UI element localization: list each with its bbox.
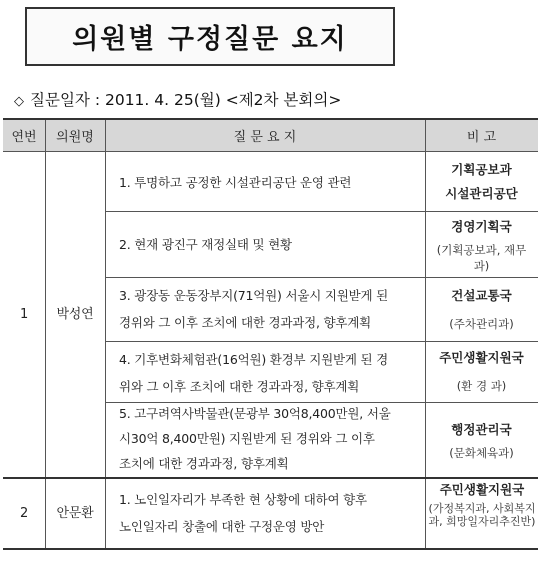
header-remarks: 비 고 (466, 130, 497, 145)
question-table (3, 118, 538, 550)
table-row-remarks: 기획공보과 시설관리공단 (445, 162, 518, 201)
table-row-summary: 2. 현재 광진구 재정실태 및 현황 (119, 237, 292, 252)
table-row-summary: 1. 투명하고 공정한 시설관리공단 운영 관련 (119, 175, 352, 190)
divider (105, 341, 538, 342)
header-member: 의원명 (56, 130, 94, 145)
table-row-remarks: 경영기획국 (기획공보과, 재무과) (436, 219, 527, 273)
meeting-date-line (14, 88, 341, 110)
group-1-member: 박성연 (56, 306, 94, 322)
group-1-no: 1 (19, 306, 29, 322)
table-row-remarks: 주민생활지원국 (가정복지과, 사회복지과, 희망일자리추진반) (428, 482, 536, 528)
divider (105, 211, 538, 212)
header-summary: 질 문 요 지 (233, 130, 297, 145)
meeting-date-text: 질문일자 : 2011. 4. 25(월) <제2차 본회의> (30, 91, 342, 109)
table-row-summary: 1. 노인일자리가 부족한 현 상황에 대하여 향후 노인일자리 창출에 대한 구정운영 방안 (119, 492, 367, 534)
table-row-summary: 5. 고구려역사박물관(문광부 30억8,400만원, 서울 시30억 8,400만원) 지원받게 된 경위와 그 이후 조치에 대한 경과과정, 향후계획 (119, 406, 391, 471)
table-row-remarks: 건설교통국 (주차관리과) (449, 288, 514, 331)
page-title: 의원별 구정질문 요지 (25, 7, 395, 66)
table-row-remarks: 주민생활지원국 (환 경 과) (439, 350, 524, 393)
table-row-summary: 3. 광장동 운동장부지(71억원) 서울시 지원받게 된 경위와 그 이후 조치에 대한 경과과정, 향후계획 (119, 288, 389, 330)
table-row-remarks: 행정관리국 (문화체육과) (449, 422, 514, 460)
divider (105, 120, 106, 548)
divider (105, 277, 538, 278)
diamond-marker-icon: ◇ (14, 94, 24, 109)
table-header (3, 120, 538, 152)
group-2-member: 안문환 (56, 506, 94, 521)
table-row-summary: 4. 기후변화체험관(16억원) 환경부 지원받게 된 경 위와 그 이후 조치에 대한 경과과정, 향후계획 (119, 352, 389, 394)
group-2-no: 2 (19, 506, 29, 521)
header-no: 연번 (11, 130, 37, 145)
